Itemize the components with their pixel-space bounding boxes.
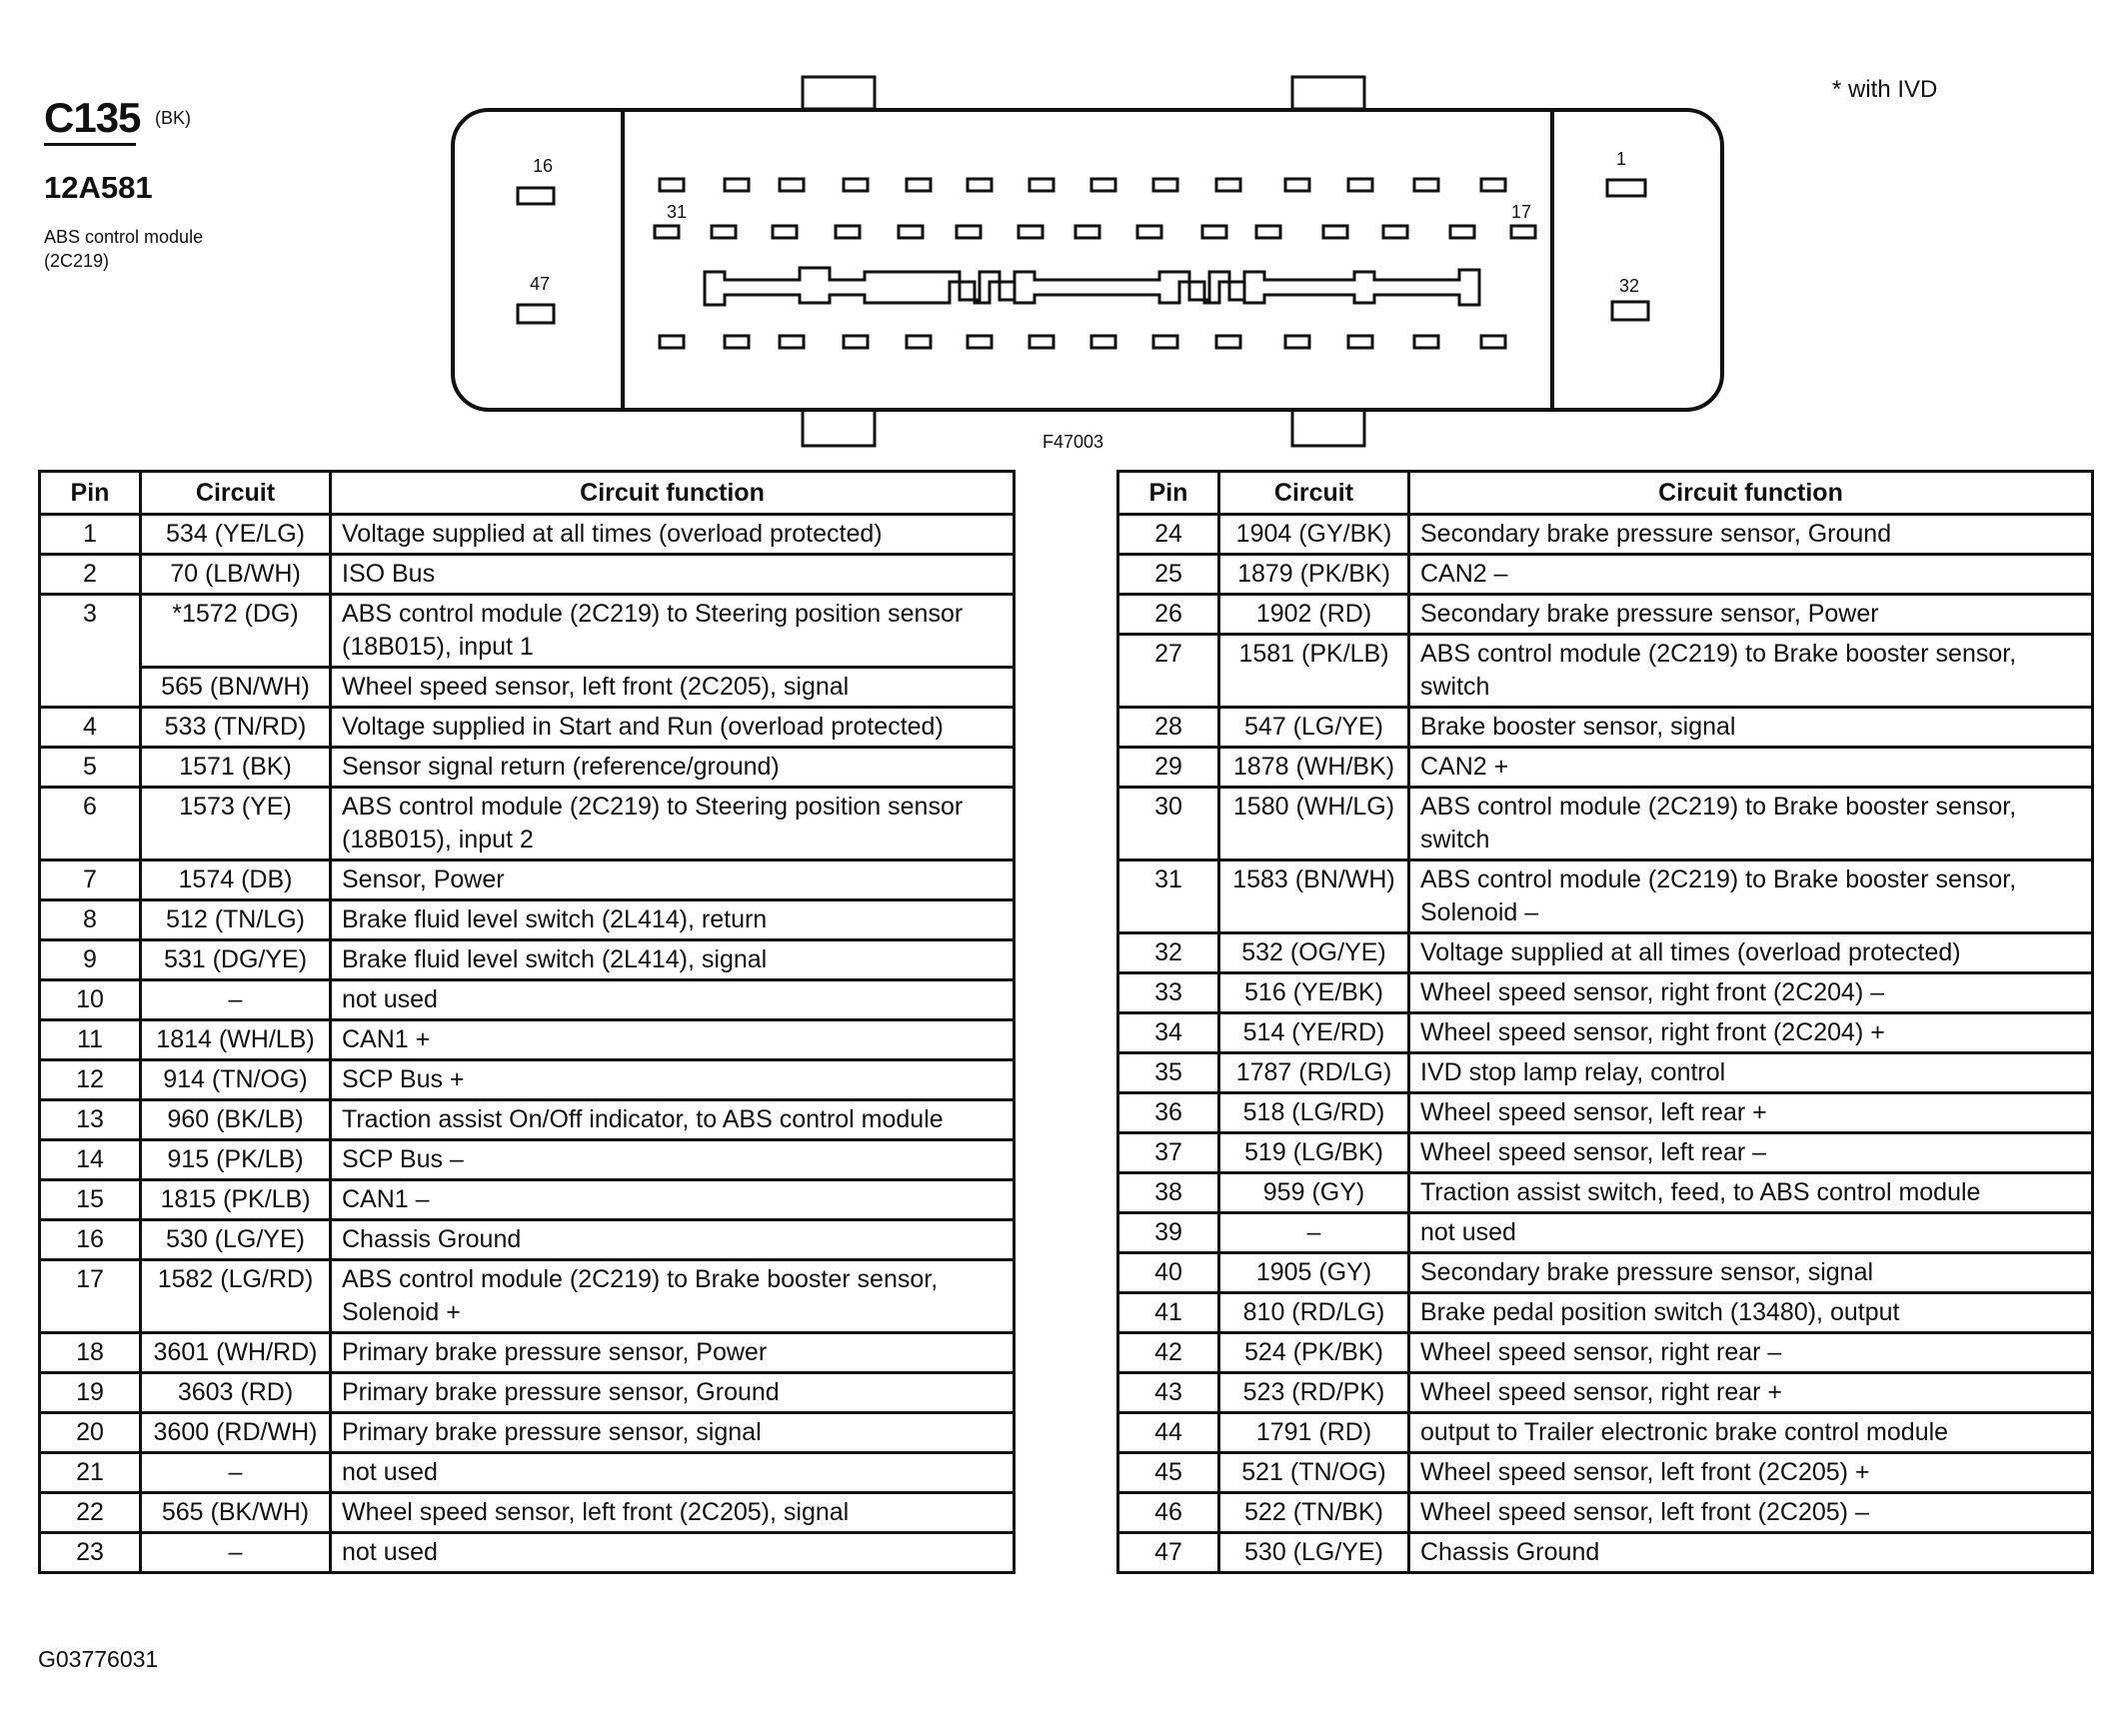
circuit-code: 1902 (RD)	[1219, 595, 1409, 635]
header-pin: Pin	[40, 472, 141, 515]
pin-number: 2	[40, 555, 141, 595]
circuit-code: 521 (TN/OG)	[1219, 1453, 1409, 1493]
header-function: Circuit function	[1409, 472, 2093, 515]
circuit-code: –	[141, 980, 331, 1020]
circuit-function: Voltage supplied at all times (overload protected)	[1409, 933, 2093, 973]
circuit-function: Chassis Ground	[331, 1220, 1015, 1260]
pin-number: 26	[1118, 595, 1219, 635]
pin-cavity	[1481, 179, 1505, 191]
pin-cavity	[1030, 336, 1054, 348]
pin-cavity	[1414, 336, 1438, 348]
connector-latch	[803, 77, 875, 109]
pin-cavity	[1030, 179, 1054, 191]
circuit-code: 3603 (RD)	[141, 1373, 331, 1413]
circuit-function: Wheel speed sensor, left front (2C205), signal	[331, 668, 1015, 708]
pin-number: 18	[40, 1333, 141, 1373]
pin-number: 7	[40, 861, 141, 900]
circuit-function: not used	[1409, 1213, 2093, 1253]
table-row	[1118, 1493, 2093, 1533]
table-row	[40, 940, 1015, 980]
table-row	[1118, 1093, 2093, 1133]
circuit-code: 1583 (BN/WH)	[1219, 861, 1409, 933]
pin-number: 41	[1118, 1293, 1219, 1333]
table-row	[1118, 1013, 2093, 1053]
circuit-code: –	[141, 1533, 331, 1573]
circuit-function: ABS control module (2C219) to Brake booster sensor, switch	[1409, 635, 2093, 708]
circuit-function: Wheel speed sensor, left front (2C205), signal	[331, 1493, 1015, 1533]
pin-cavity	[1256, 226, 1280, 238]
circuit-code: 959 (GY)	[1219, 1173, 1409, 1213]
pin-table-left	[38, 470, 1016, 1574]
pin-number: 23	[40, 1533, 141, 1573]
circuit-code: 1582 (LG/RD)	[141, 1260, 331, 1333]
circuit-code: 547 (LG/YE)	[1219, 708, 1409, 748]
circuit-code: 533 (TN/RD)	[141, 708, 331, 748]
circuit-code: –	[141, 1453, 331, 1493]
circuit-function: Wheel speed sensor, left rear +	[1409, 1093, 2093, 1133]
table-row	[40, 595, 1015, 668]
pin-cavity	[1216, 336, 1240, 348]
pin-cavity	[1348, 336, 1372, 348]
circuit-code: 519 (LG/BK)	[1219, 1133, 1409, 1173]
circuit-function: Primary brake pressure sensor, Ground	[331, 1373, 1015, 1413]
pin-label-16: 16	[533, 156, 554, 176]
table-row	[1118, 1213, 2093, 1253]
circuit-code: 1878 (WH/BK)	[1219, 748, 1409, 788]
circuit-function: Chassis Ground	[1409, 1533, 2093, 1573]
table-row	[40, 1220, 1015, 1260]
pin-number: 24	[1118, 515, 1219, 555]
table-row	[40, 788, 1015, 861]
pin-number: 45	[1118, 1453, 1219, 1493]
circuit-code: 516 (YE/BK)	[1219, 973, 1409, 1013]
circuit-function: ABS control module (2C219) to Brake booster sensor, Solenoid +	[331, 1260, 1015, 1333]
pin-cavity	[773, 226, 797, 238]
pin-cavity	[712, 226, 736, 238]
pin-number: 22	[40, 1493, 141, 1533]
circuit-function: Secondary brake pressure sensor, Ground	[1409, 515, 2093, 555]
table-row	[1118, 973, 2093, 1013]
circuit-code: 524 (PK/BK)	[1219, 1333, 1409, 1373]
pin-cavity	[660, 179, 684, 191]
circuit-function: Wheel speed sensor, left front (2C205) +	[1409, 1453, 2093, 1493]
pin-cavity	[518, 188, 554, 204]
circuit-function: CAN1 –	[331, 1180, 1015, 1220]
pin-number: 16	[40, 1220, 141, 1260]
pin-cavity	[1323, 226, 1347, 238]
table-row	[1118, 1293, 2093, 1333]
circuit-function: Brake booster sensor, signal	[1409, 708, 2093, 748]
pin-cavity	[1481, 336, 1505, 348]
pin-number: 34	[1118, 1013, 1219, 1053]
table-header-row	[1118, 472, 2093, 515]
pin-cavity	[907, 179, 931, 191]
circuit-code: 915 (PK/LB)	[141, 1140, 331, 1180]
pin-cavity	[1091, 336, 1115, 348]
pin-cavity	[899, 226, 923, 238]
table-row	[1118, 861, 2093, 933]
circuit-code: 1815 (PK/LB)	[141, 1180, 331, 1220]
circuit-function: Voltage supplied at all times (overload protected)	[331, 515, 1015, 555]
table-row	[1118, 515, 2093, 555]
header-pin: Pin	[1118, 472, 1219, 515]
circuit-function: Brake fluid level switch (2L414), return	[331, 900, 1015, 940]
pin-number: 4	[40, 708, 141, 748]
circuit-function: ABS control module (2C219) to Brake booster sensor, switch	[1409, 788, 2093, 861]
pin-cavity	[1285, 336, 1309, 348]
table-row	[40, 980, 1015, 1020]
circuit-function: ABS control module (2C219) to Steering position sensor (18B015), input 2	[331, 788, 1015, 861]
pin-cavity	[1383, 226, 1407, 238]
pin-number: 29	[1118, 748, 1219, 788]
table-row	[40, 1180, 1015, 1220]
circuit-code: 1573 (YE)	[141, 788, 331, 861]
table-row	[40, 861, 1015, 900]
pin-number: 47	[1118, 1533, 1219, 1573]
pin-label-17: 17	[1511, 202, 1532, 222]
circuit-function: Brake fluid level switch (2L414), signal	[331, 940, 1015, 980]
module-code: (2C219)	[44, 251, 110, 271]
table-row	[40, 1100, 1015, 1140]
pin-number: 11	[40, 1020, 141, 1060]
pin-number: 33	[1118, 973, 1219, 1013]
circuit-code: 1905 (GY)	[1219, 1253, 1409, 1293]
circuit-code: 960 (BK/LB)	[141, 1100, 331, 1140]
pin-number: 46	[1118, 1493, 1219, 1533]
pin-cavity	[518, 305, 554, 323]
circuit-function: CAN2 +	[1409, 748, 2093, 788]
graphic-id: G03776031	[38, 1646, 159, 1672]
pin-cavity	[1216, 179, 1240, 191]
pin-cavity	[1348, 179, 1372, 191]
pin-number: 6	[40, 788, 141, 861]
pin-number: 1	[40, 515, 141, 555]
circuit-function: Wheel speed sensor, right front (2C204) +	[1409, 1013, 2093, 1053]
connector-name: C135	[44, 94, 141, 141]
circuit-function: Brake pedal position switch (13480), output	[1409, 1293, 2093, 1333]
circuit-code: 1787 (RD/LG)	[1219, 1053, 1409, 1093]
table-header-row	[40, 472, 1015, 515]
pin-cavity	[844, 336, 868, 348]
table-row	[1118, 748, 2093, 788]
pin-cavity	[1091, 179, 1115, 191]
table-row	[40, 515, 1015, 555]
pin-number: 43	[1118, 1373, 1219, 1413]
circuit-function: SCP Bus +	[331, 1060, 1015, 1100]
circuit-function: ABS control module (2C219) to Steering position sensor (18B015), input 1	[331, 595, 1015, 668]
pin-number: 5	[40, 748, 141, 788]
circuit-function: SCP Bus –	[331, 1140, 1015, 1180]
table-row	[1118, 1053, 2093, 1093]
pin-number: 38	[1118, 1173, 1219, 1213]
circuit-function: Wheel speed sensor, left front (2C205) –	[1409, 1493, 2093, 1533]
table-row	[1118, 1173, 2093, 1213]
pin-cavity	[660, 336, 684, 348]
circuit-code: 523 (RD/PK)	[1219, 1373, 1409, 1413]
pin-cavity	[1137, 226, 1161, 238]
circuit-function: Sensor signal return (reference/ground)	[331, 748, 1015, 788]
connector-latch	[1292, 408, 1364, 446]
circuit-code: 565 (BN/WH)	[141, 668, 331, 708]
pin-number: 19	[40, 1373, 141, 1413]
table-row	[1118, 1413, 2093, 1453]
table-row	[40, 1533, 1015, 1573]
figure-id: F47003	[1043, 432, 1104, 452]
pin-cavity	[1414, 179, 1438, 191]
circuit-code: 914 (TN/OG)	[141, 1060, 331, 1100]
pin-number: 39	[1118, 1213, 1219, 1253]
pin-cavity	[907, 336, 931, 348]
pin-number: 14	[40, 1140, 141, 1180]
table-row	[40, 708, 1015, 748]
pin-number: 12	[40, 1060, 141, 1100]
circuit-code: 1571 (BK)	[141, 748, 331, 788]
circuit-function: Wheel speed sensor, right front (2C204) –	[1409, 973, 2093, 1013]
pin-number: 28	[1118, 708, 1219, 748]
pin-cavity	[780, 336, 804, 348]
pin-number: 40	[1118, 1253, 1219, 1293]
header-circuit: Circuit	[141, 472, 331, 515]
circuit-code: 522 (TN/BK)	[1219, 1493, 1409, 1533]
circuit-function: Primary brake pressure sensor, Power	[331, 1333, 1015, 1373]
circuit-function: ABS control module (2C219) to Brake booster sensor, Solenoid –	[1409, 861, 2093, 933]
circuit-function: Primary brake pressure sensor, signal	[331, 1413, 1015, 1453]
circuit-function: not used	[331, 980, 1015, 1020]
table-row	[40, 1060, 1015, 1100]
circuit-code: 512 (TN/LG)	[141, 900, 331, 940]
pin-cavity	[836, 226, 860, 238]
table-row	[40, 748, 1015, 788]
module-name: ABS control module	[44, 227, 204, 247]
pin-number: 21	[40, 1453, 141, 1493]
pin-cavity	[1450, 226, 1474, 238]
pin-cavity	[725, 179, 749, 191]
pin-number: 17	[40, 1260, 141, 1333]
pin-cavity	[1153, 336, 1177, 348]
pin-number: 37	[1118, 1133, 1219, 1173]
pin-number: 8	[40, 900, 141, 940]
part-number: 12A581	[44, 170, 153, 205]
pin-number: 32	[1118, 933, 1219, 973]
circuit-code: 1580 (WH/LG)	[1219, 788, 1409, 861]
table-row	[40, 1453, 1015, 1493]
pin-cavity	[1019, 226, 1043, 238]
table-row	[1118, 635, 2093, 708]
pin-cavity	[968, 336, 992, 348]
pin-number: 20	[40, 1413, 141, 1453]
table-row	[1118, 1333, 2093, 1373]
connector-latch	[1292, 77, 1364, 109]
pin-cavity	[1153, 179, 1177, 191]
pin-cavity	[968, 179, 992, 191]
circuit-function: Sensor, Power	[331, 861, 1015, 900]
pin-cavity	[1511, 226, 1535, 238]
circuit-function: Secondary brake pressure sensor, Power	[1409, 595, 2093, 635]
pin-label-32: 32	[1619, 276, 1640, 296]
pin-cavity	[1612, 302, 1648, 320]
table-row	[40, 1333, 1015, 1373]
pin-cavity	[780, 179, 804, 191]
pin-cavity	[1285, 179, 1309, 191]
pin-number: 27	[1118, 635, 1219, 708]
table-row	[40, 1413, 1015, 1453]
circuit-code: 534 (YE/LG)	[141, 515, 331, 555]
circuit-function: output to Trailer electronic brake control module	[1409, 1413, 2093, 1453]
table-row	[1118, 595, 2093, 635]
circuit-code: *1572 (DG)	[141, 595, 331, 668]
circuit-code: –	[1219, 1213, 1409, 1253]
circuit-function: Voltage supplied in Start and Run (overload protected)	[331, 708, 1015, 748]
circuit-function: ISO Bus	[331, 555, 1015, 595]
pin-number: 31	[1118, 861, 1219, 933]
table-row	[40, 900, 1015, 940]
table-row	[40, 668, 1015, 708]
pin-number: 44	[1118, 1413, 1219, 1453]
pin-number: 13	[40, 1100, 141, 1140]
circuit-code: 3600 (RD/WH)	[141, 1413, 331, 1453]
pin-number: 35	[1118, 1053, 1219, 1093]
circuit-code: 518 (LG/RD)	[1219, 1093, 1409, 1133]
pin-label-47: 47	[530, 274, 551, 294]
circuit-code: 514 (YE/RD)	[1219, 1013, 1409, 1053]
pin-cavity	[1607, 180, 1645, 196]
pin-cavity	[725, 336, 749, 348]
table-row	[40, 1493, 1015, 1533]
table-row	[1118, 708, 2093, 748]
pin-number: 3	[40, 595, 141, 708]
table-row	[1118, 555, 2093, 595]
circuit-code: 530 (LG/YE)	[1219, 1533, 1409, 1573]
table-row	[1118, 1453, 2093, 1493]
table-row	[40, 1260, 1015, 1333]
circuit-function: Secondary brake pressure sensor, signal	[1409, 1253, 2093, 1293]
pin-number: 15	[40, 1180, 141, 1220]
circuit-code: 3601 (WH/RD)	[141, 1333, 331, 1373]
circuit-code: 1904 (GY/BK)	[1219, 515, 1409, 555]
table-row	[1118, 1533, 2093, 1573]
connector-latch	[803, 408, 875, 446]
circuit-function: IVD stop lamp relay, control	[1409, 1053, 2093, 1093]
table-row	[1118, 1373, 2093, 1413]
circuit-code: 530 (LG/YE)	[141, 1220, 331, 1260]
circuit-code: 1791 (RD)	[1219, 1413, 1409, 1453]
pin-cavity	[655, 226, 679, 238]
circuit-function: not used	[331, 1453, 1015, 1493]
pin-number: 42	[1118, 1333, 1219, 1373]
circuit-code: 810 (RD/LG)	[1219, 1293, 1409, 1333]
pin-table-right	[1116, 470, 2094, 1574]
circuit-function: Traction assist On/Off indicator, to ABS control module	[331, 1100, 1015, 1140]
table-row	[40, 1140, 1015, 1180]
ivd-footnote: * with IVD	[1832, 76, 1938, 103]
header-function: Circuit function	[331, 472, 1015, 515]
circuit-function: not used	[331, 1533, 1015, 1573]
pin-number: 25	[1118, 555, 1219, 595]
circuit-code: 532 (OG/YE)	[1219, 933, 1409, 973]
connector-body	[453, 110, 1722, 410]
table-row	[40, 1373, 1015, 1413]
connector-face-diagram	[0, 0, 2123, 460]
pin-label-31: 31	[667, 202, 688, 222]
circuit-code: 531 (DG/YE)	[141, 940, 331, 980]
pin-label-1: 1	[1616, 149, 1627, 169]
table-row	[1118, 933, 2093, 973]
pin-cavity	[844, 179, 868, 191]
connector-color: (BK)	[155, 108, 191, 128]
pin-number: 30	[1118, 788, 1219, 861]
circuit-code: 1879 (PK/BK)	[1219, 555, 1409, 595]
circuit-code: 565 (BK/WH)	[141, 1493, 331, 1533]
table-row	[1118, 1253, 2093, 1293]
circuit-function: Traction assist switch, feed, to ABS control module	[1409, 1173, 2093, 1213]
table-row	[1118, 788, 2093, 861]
circuit-function: Wheel speed sensor, right rear –	[1409, 1333, 2093, 1373]
circuit-function: Wheel speed sensor, right rear +	[1409, 1373, 2093, 1413]
pin-cavity	[1202, 226, 1226, 238]
circuit-function: CAN2 –	[1409, 555, 2093, 595]
pin-number: 9	[40, 940, 141, 980]
circuit-code: 1574 (DB)	[141, 861, 331, 900]
pin-number: 10	[40, 980, 141, 1020]
circuit-code: 1814 (WH/LB)	[141, 1020, 331, 1060]
table-row	[1118, 1133, 2093, 1173]
circuit-code: 70 (LB/WH)	[141, 555, 331, 595]
pin-cavity	[1075, 226, 1099, 238]
header-circuit: Circuit	[1219, 472, 1409, 515]
circuit-function: CAN1 +	[331, 1020, 1015, 1060]
circuit-code: 1581 (PK/LB)	[1219, 635, 1409, 708]
pin-cavity	[957, 226, 981, 238]
pin-number: 36	[1118, 1093, 1219, 1133]
table-row	[40, 1020, 1015, 1060]
table-row	[40, 555, 1015, 595]
circuit-function: Wheel speed sensor, left rear –	[1409, 1133, 2093, 1173]
